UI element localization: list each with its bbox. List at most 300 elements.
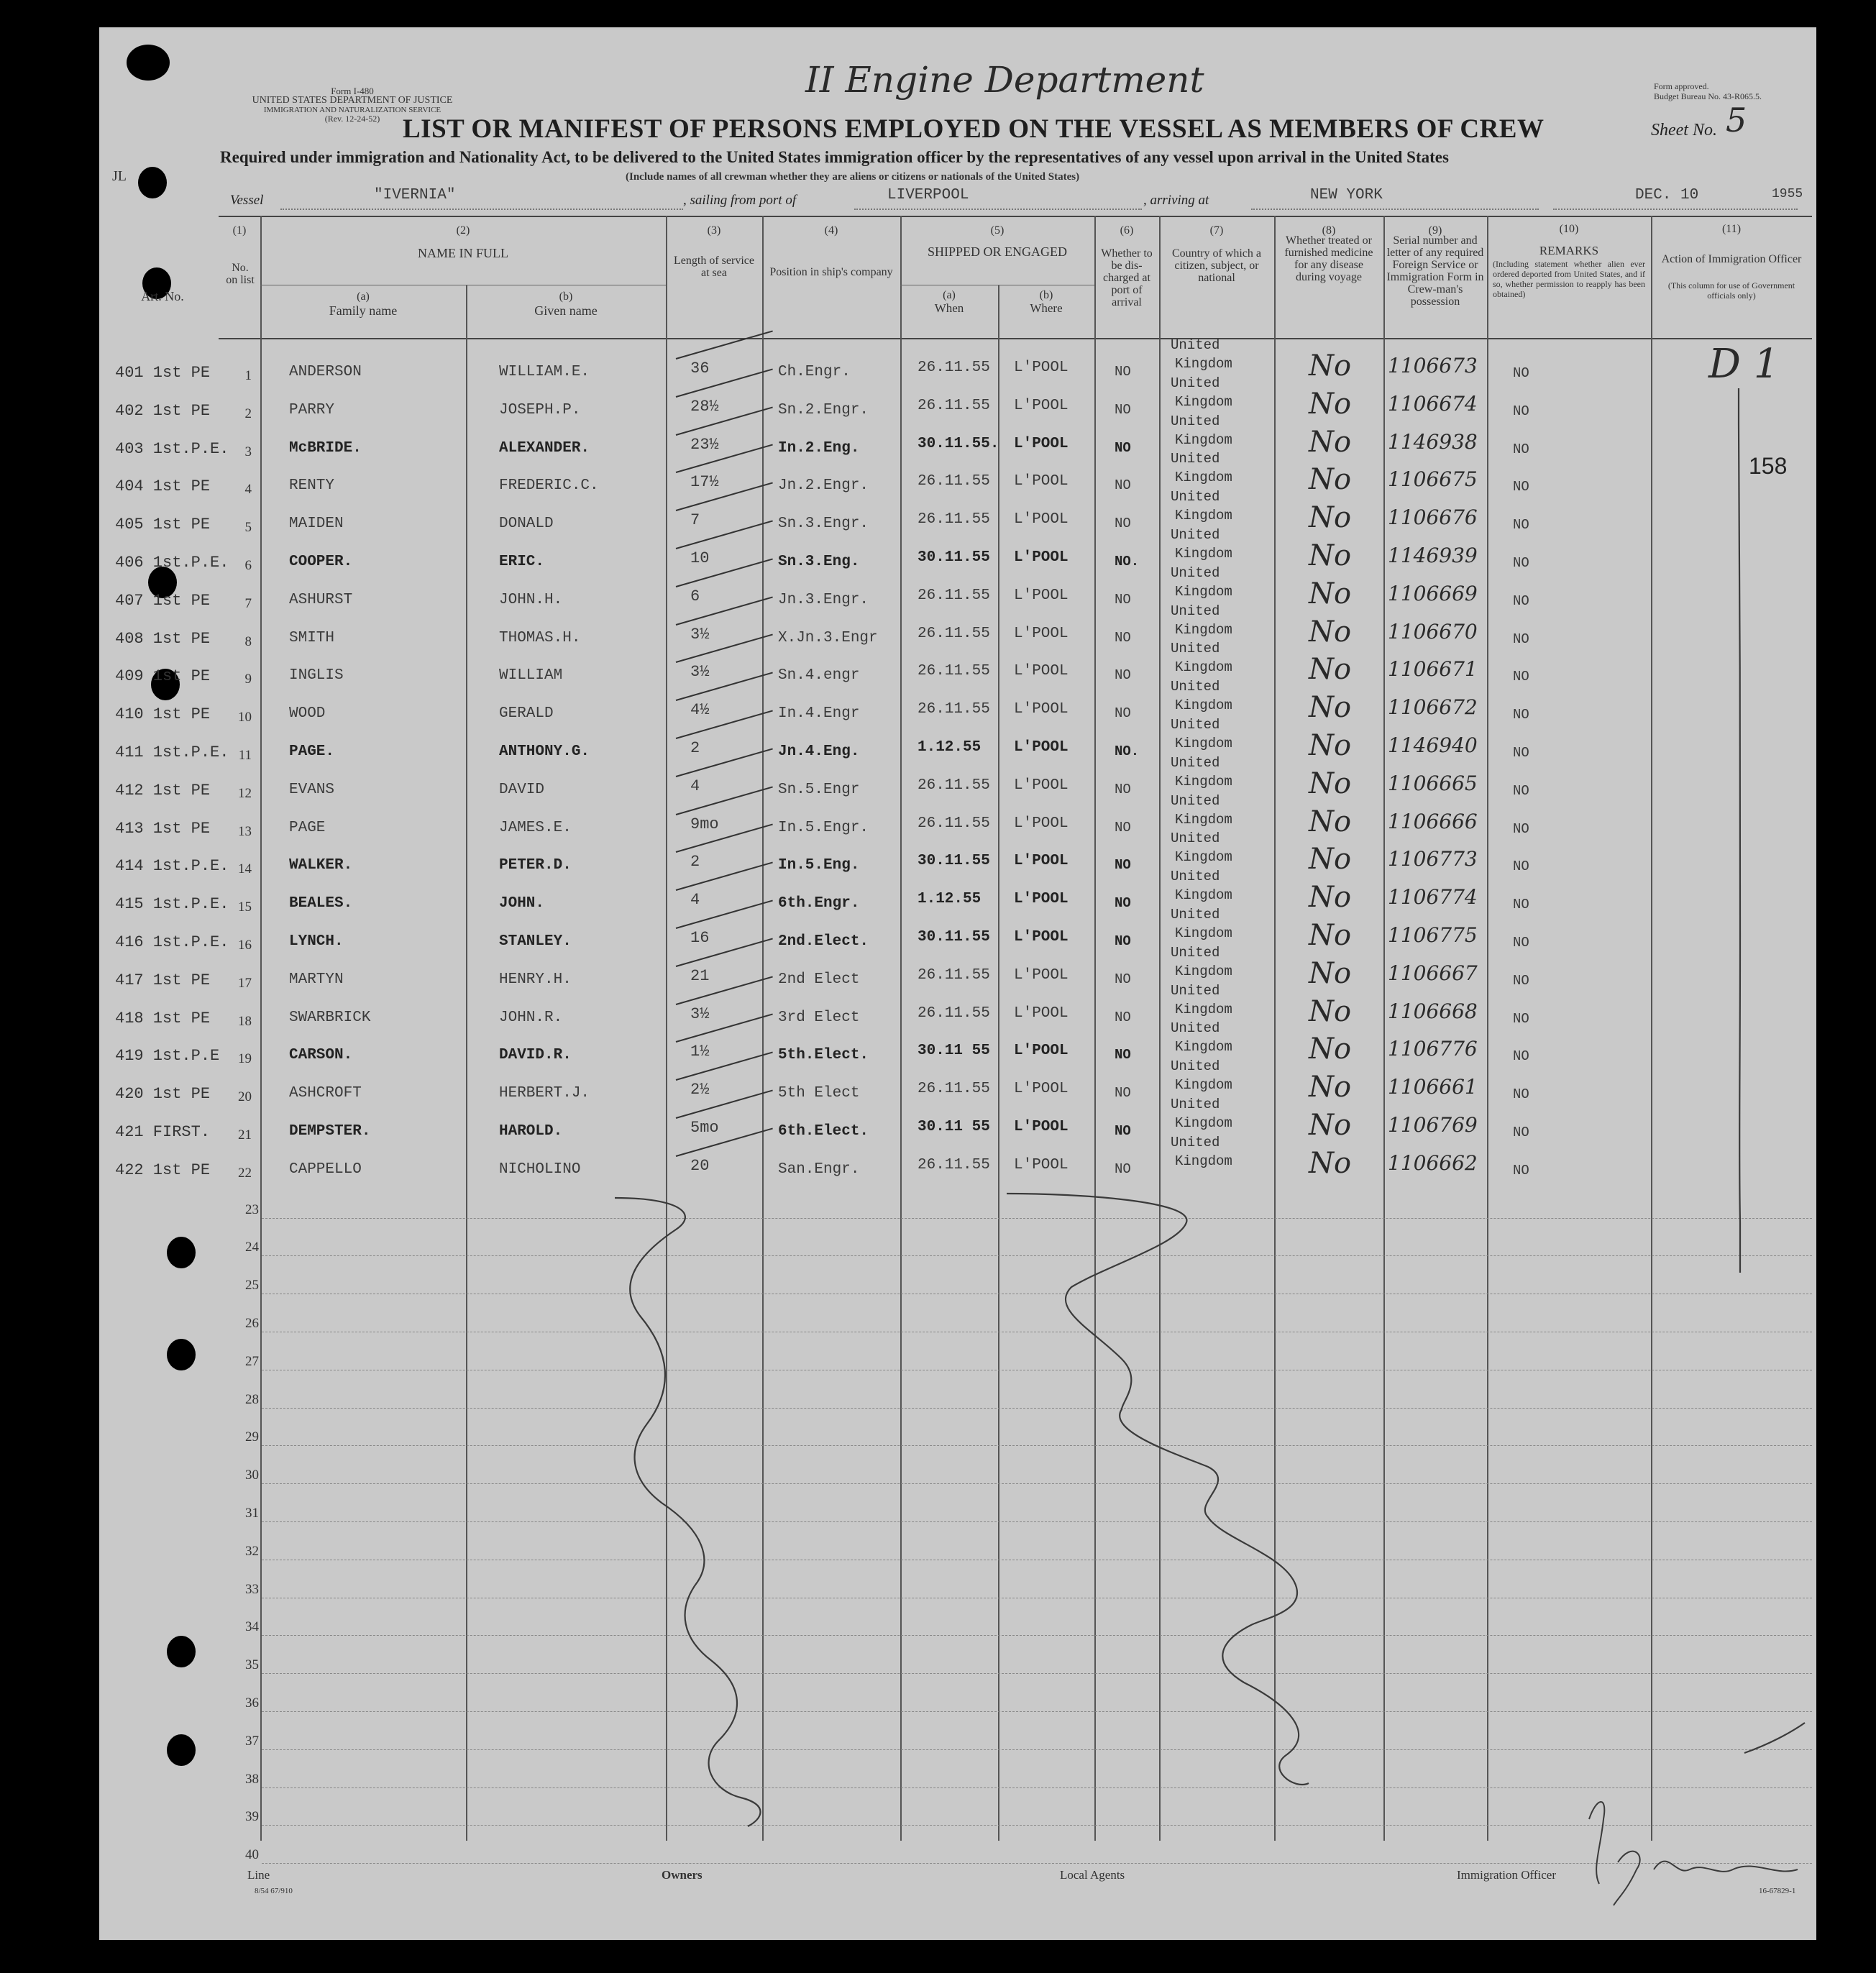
discharge: NO	[1115, 857, 1131, 874]
remarks: NO	[1513, 935, 1529, 951]
service-length: 16	[690, 929, 710, 947]
given-name: DONALD	[499, 516, 554, 533]
family-name: COOPER.	[289, 554, 353, 570]
family-name: PAGE.	[289, 743, 335, 760]
col1-label: No. on list	[226, 262, 255, 286]
form-department: UNITED STATES DEPARTMENT OF JUSTICE	[252, 95, 453, 106]
position: San.Engr.	[778, 1161, 860, 1178]
country-line-1: United	[1171, 1058, 1220, 1075]
country-line-1: United	[1171, 944, 1220, 961]
shipped-where: L'POOL	[1014, 511, 1069, 528]
country-line-2: Kingdom	[1175, 1001, 1232, 1017]
row-number: 5	[244, 520, 252, 536]
sheet-number: 5	[1726, 101, 1747, 139]
serial-number: 1106665	[1388, 771, 1478, 795]
remarks: NO	[1513, 820, 1529, 837]
art-number: 415 1st.P.E.	[115, 895, 229, 914]
shipped-when: 1.12.55	[918, 891, 982, 908]
discharge: NO	[1115, 1047, 1131, 1063]
remarks: NO	[1513, 517, 1529, 534]
family-name: RENTY	[289, 477, 335, 495]
col5-label: SHIPPED OR ENGAGED	[927, 244, 1067, 259]
treated-value: No	[1309, 615, 1352, 649]
shipped-where: L'POOL	[1014, 1004, 1069, 1022]
row-number: 11	[238, 748, 252, 763]
row-number: 30	[245, 1468, 259, 1483]
art-number: 420 1st PE	[115, 1085, 211, 1104]
row-number: 26	[245, 1316, 259, 1331]
art-number: 418 1st PE	[115, 1009, 211, 1027]
country-line-2: Kingdom	[1175, 356, 1232, 372]
serial-number: 1106671	[1388, 657, 1478, 682]
serial-number: 1106667	[1388, 961, 1478, 985]
remarks: NO	[1513, 897, 1529, 913]
discharge: NO	[1115, 629, 1131, 646]
art-number: 419 1st.P.E	[115, 1047, 220, 1066]
row-number: 4	[244, 482, 252, 498]
art-number: 407 1st PE	[115, 591, 211, 610]
shipped-when: 30.11.55	[918, 929, 990, 946]
position: Ch.Engr.	[778, 364, 851, 380]
art-number: 421 FIRST.	[115, 1123, 211, 1141]
treated-value: No	[1309, 1071, 1352, 1104]
service-length: 4½	[690, 701, 710, 720]
country-line-2: Kingdom	[1175, 887, 1232, 904]
shipped-when: 26.11.55	[918, 966, 990, 984]
serial-number: 1106668	[1388, 999, 1478, 1023]
serial-number: 1106774	[1388, 885, 1478, 910]
family-name: DEMPSTER.	[289, 1123, 371, 1140]
treated-value: No	[1309, 1109, 1352, 1142]
row-number: 34	[245, 1619, 259, 1635]
serial-number: 1106666	[1388, 809, 1478, 833]
country-line-1: United	[1171, 337, 1220, 353]
serial-number: 1106776	[1388, 1037, 1478, 1061]
country-line-2: Kingdom	[1175, 393, 1232, 410]
row-number: 6	[244, 558, 252, 573]
country-line-1: United	[1171, 1020, 1220, 1037]
vessel-name: "IVERNIA"	[374, 187, 456, 203]
family-name: ASHCROFT	[289, 1085, 362, 1102]
vessel-label: Vessel	[230, 193, 264, 208]
art-number: 402 1st PE	[115, 401, 211, 420]
treated-value: No	[1309, 805, 1352, 838]
shipped-where: L'POOL	[1014, 1156, 1069, 1173]
given-name: ANTHONY.G.	[499, 743, 590, 760]
row-number: 10	[238, 710, 252, 725]
footer-agents-label: Local Agents	[1060, 1868, 1125, 1882]
col9-number: (9)	[1428, 224, 1442, 237]
remarks: NO	[1513, 1086, 1529, 1103]
art-number: 410 1st PE	[115, 705, 211, 724]
serial-number: 1106769	[1388, 1113, 1478, 1137]
row-number: 13	[238, 823, 252, 839]
col7-number: (7)	[1209, 224, 1224, 237]
annotation-count: 158	[1749, 453, 1788, 479]
footer-owners-label: Owners	[662, 1868, 703, 1882]
family-name: ASHURST	[289, 591, 353, 608]
discharge: NO	[1115, 1085, 1131, 1102]
country-line-1: United	[1171, 489, 1220, 505]
row-number: 24	[245, 1240, 259, 1255]
given-name: ALEXANDER.	[499, 439, 590, 457]
art-number: 403 1st.P.E.	[115, 439, 229, 458]
art-number: 409 1st PE	[115, 667, 211, 686]
shipped-when: 26.11.55	[918, 587, 990, 604]
shipped-where: L'POOL	[1014, 1043, 1069, 1060]
shipped-where: L'POOL	[1014, 739, 1069, 756]
shipped-where: L'POOL	[1014, 701, 1069, 718]
given-name: STANLEY.	[499, 933, 572, 950]
row-number: 25	[245, 1278, 259, 1294]
shipped-where: L'POOL	[1014, 1119, 1069, 1135]
shipped-when: 26.11.55	[918, 815, 990, 832]
remarks: NO	[1513, 1010, 1529, 1027]
service-length: 28½	[690, 397, 719, 416]
shipped-where: L'POOL	[1014, 435, 1069, 452]
row-number: 23	[245, 1201, 259, 1217]
country-line-1: United	[1171, 679, 1220, 695]
form-service: IMMIGRATION AND NATURALIZATION SERVICE	[263, 106, 441, 114]
country-line-1: United	[1171, 451, 1220, 467]
given-name: FREDERIC.C.	[499, 477, 599, 495]
position: 5th.Elect.	[778, 1047, 869, 1064]
country-line-2: Kingdom	[1175, 1115, 1232, 1131]
col5a-number: (a)	[943, 289, 956, 301]
serial-number: 1106676	[1388, 505, 1478, 530]
shipped-when: 26.11.55	[918, 701, 990, 718]
form-number: Form I-480	[331, 86, 374, 96]
art-number: 405 1st PE	[115, 516, 211, 534]
position: 3rd Elect	[778, 1009, 860, 1026]
country-line-1: United	[1171, 717, 1220, 733]
remarks: NO	[1513, 555, 1529, 571]
shipped-where: L'POOL	[1014, 663, 1069, 680]
given-name: GERALD	[499, 705, 554, 723]
family-name: INGLIS	[289, 667, 344, 685]
col9-label: Serial number and letter of any required Foreign Service or Immigration Form in Crew-man's possession	[1386, 234, 1484, 308]
position: In.5.Engr.	[778, 819, 869, 836]
remarks: NO	[1513, 1162, 1529, 1178]
service-length: 5mo	[690, 1119, 719, 1137]
treated-value: No	[1309, 766, 1352, 800]
country-line-1: United	[1171, 413, 1220, 429]
row-number: 37	[245, 1733, 259, 1749]
row-number: 28	[245, 1391, 259, 1407]
art-number: 406 1st.P.E.	[115, 554, 229, 572]
position: Sn.2.Engr.	[778, 401, 869, 418]
shipped-when: 30.11 55	[918, 1119, 990, 1135]
shipped-where: L'POOL	[1014, 397, 1069, 414]
service-length: 4	[690, 777, 700, 795]
shipped-where: L'POOL	[1014, 549, 1069, 566]
family-name: MAIDEN	[289, 516, 344, 533]
service-length: 21	[690, 966, 710, 985]
col2-label: NAME IN FULL	[418, 246, 508, 260]
shipped-when: 26.11.55	[918, 1156, 990, 1173]
col2-number: (2)	[456, 224, 470, 237]
col2a-label: Family name	[329, 303, 398, 318]
discharge: NO.	[1115, 743, 1140, 759]
col3-label: Length of service at sea	[674, 255, 754, 279]
country-line-2: Kingdom	[1175, 431, 1232, 448]
position: Sn.5.Engr	[778, 781, 860, 798]
col5b-label: Where	[1030, 301, 1063, 315]
row-number: 14	[238, 861, 252, 877]
row-number: 36	[245, 1695, 259, 1711]
annotation-d1: D 1	[1708, 341, 1780, 388]
treated-value: No	[1309, 919, 1352, 952]
family-name: WALKER.	[289, 857, 353, 874]
shipped-where: L'POOL	[1014, 360, 1069, 376]
squiggle-mark	[1007, 1194, 1309, 1785]
service-length: 36	[690, 360, 710, 377]
shipped-when: 26.11.55	[918, 777, 990, 794]
discharge: NO	[1115, 364, 1131, 380]
family-name: SMITH	[289, 629, 335, 646]
country-line-2: Kingdom	[1175, 621, 1232, 638]
remarks: NO	[1513, 365, 1529, 381]
service-length: 3½	[690, 625, 710, 644]
footer-officer-label: Immigration Officer	[1457, 1868, 1557, 1882]
col5-number: (5)	[990, 224, 1005, 237]
country-line-2: Kingdom	[1175, 925, 1232, 941]
serial-number: 1106673	[1388, 354, 1478, 377]
row-number: 9	[244, 672, 252, 687]
discharge: NO	[1115, 1123, 1131, 1139]
treated-value: No	[1309, 956, 1352, 990]
row-number: 39	[245, 1809, 259, 1825]
shipped-when: 30.11.55	[918, 549, 990, 566]
serial-number: 1106775	[1388, 923, 1478, 947]
col1-number: (1)	[232, 224, 247, 237]
discharge: NO	[1115, 516, 1131, 532]
remarks: NO	[1513, 669, 1529, 685]
discharge: NO	[1115, 705, 1131, 722]
shipped-where: L'POOL	[1014, 815, 1069, 832]
service-length: 17½	[690, 473, 719, 492]
print-code-left: 8/54 67/910	[255, 1887, 293, 1895]
art-number: 414 1st.P.E.	[115, 857, 229, 876]
treated-value: No	[1309, 653, 1352, 687]
remarks: NO	[1513, 1048, 1529, 1065]
subtitle: Required under immigration and Nationality Act, to be delivered to the United States immigration officer by the representatives of any vessel upon arrival in the United States	[220, 148, 1449, 166]
service-length: 10	[690, 549, 710, 567]
service-length: 7	[690, 511, 700, 530]
row-number: 3	[244, 444, 252, 459]
arrival-date: DEC. 10	[1635, 187, 1699, 203]
departure-port: LIVERPOOL	[887, 187, 969, 203]
row-number: 32	[245, 1543, 259, 1559]
treated-value: No	[1309, 1146, 1352, 1180]
art-number: 416 1st.P.E.	[115, 933, 229, 951]
given-name: DAVID	[499, 781, 545, 798]
treated-value: No	[1309, 994, 1352, 1028]
family-name: BEALES.	[289, 895, 353, 912]
given-name: THOMAS.H.	[499, 629, 581, 646]
position: Sn.3.Eng.	[778, 554, 860, 570]
remarks: NO	[1513, 441, 1529, 457]
discharge: NO	[1115, 971, 1131, 987]
discharge: NO.	[1115, 554, 1140, 569]
treated-value: No	[1309, 501, 1352, 535]
discharge: NO	[1115, 667, 1131, 684]
treated-value: No	[1309, 1033, 1352, 1066]
given-name: NICHOLINO	[499, 1161, 581, 1178]
budget-bureau: Budget Bureau No. 43-R065.5.	[1654, 91, 1762, 101]
given-name: HERBERT.J.	[499, 1085, 590, 1102]
country-line-2: Kingdom	[1175, 1039, 1232, 1056]
col7-label: Country of which a citizen, subject, or national	[1172, 247, 1261, 284]
serial-number: 1146939	[1388, 544, 1478, 567]
family-name: McBRIDE.	[289, 439, 362, 457]
row-number: 22	[238, 1165, 252, 1181]
country-line-2: Kingdom	[1175, 1153, 1232, 1169]
discharge: NO	[1115, 895, 1131, 912]
country-line-2: Kingdom	[1175, 546, 1232, 562]
col11-label: Action of Immigration Officer	[1661, 253, 1802, 265]
row-number: 33	[245, 1581, 259, 1597]
shipped-where: L'POOL	[1014, 625, 1069, 642]
country-line-1: United	[1171, 754, 1220, 771]
art-number: 408 1st PE	[115, 629, 211, 648]
art-number: 412 1st PE	[115, 781, 211, 800]
remarks: NO	[1513, 972, 1529, 989]
form-revision: (Rev. 12-24-52)	[324, 114, 380, 124]
row-number: 15	[238, 899, 252, 915]
family-name: PAGE	[289, 819, 326, 836]
sheet-label: Sheet No.	[1651, 121, 1717, 139]
treated-value: No	[1309, 463, 1352, 497]
position: 2nd Elect	[778, 971, 860, 988]
country-line-2: Kingdom	[1175, 697, 1232, 714]
handwritten-department: II Engine Department	[805, 59, 1204, 101]
col6-number: (6)	[1120, 224, 1134, 237]
shipped-when: 26.11.55	[918, 1081, 990, 1098]
row-number: 16	[238, 938, 252, 953]
shipped-where: L'POOL	[1014, 587, 1069, 604]
sailing-label: , sailing from port of	[683, 193, 797, 208]
col11-number: (11)	[1721, 223, 1742, 235]
country-line-2: Kingdom	[1175, 963, 1232, 979]
country-line-1: United	[1171, 1134, 1220, 1150]
given-name: JOSEPH.P.	[499, 401, 581, 418]
family-name: EVANS	[289, 781, 335, 798]
row-number: 38	[245, 1771, 259, 1787]
family-name: SWARBRICK	[289, 1009, 371, 1026]
treated-value: No	[1309, 691, 1352, 725]
col4-number: (4)	[824, 224, 838, 237]
remarks: NO	[1513, 745, 1529, 761]
row-number: 7	[244, 595, 252, 611]
country-line-2: Kingdom	[1175, 736, 1232, 751]
given-name: JAMES.E.	[499, 819, 572, 836]
service-length: 3½	[690, 1004, 710, 1023]
shipped-where: L'POOL	[1014, 1081, 1069, 1098]
service-length: 23½	[690, 435, 719, 454]
row-number: 2	[244, 406, 252, 421]
position: 2nd.Elect.	[778, 933, 869, 950]
col5b-number: (b)	[1039, 289, 1053, 301]
dash-mark	[1744, 1723, 1805, 1753]
given-name: HENRY.H.	[499, 971, 572, 988]
art-number: 422 1st PE	[115, 1161, 211, 1179]
position: X.Jn.3.Engr	[778, 629, 878, 646]
arrival-port: NEW YORK	[1310, 187, 1383, 203]
shipped-where: L'POOL	[1014, 853, 1069, 870]
remarks: NO	[1513, 782, 1529, 799]
remarks: NO	[1513, 479, 1529, 495]
country-line-1: United	[1171, 869, 1220, 885]
row-number: 31	[245, 1506, 259, 1521]
arriving-label: , arriving at	[1143, 193, 1209, 208]
form-approval: Form approved.	[1654, 81, 1709, 91]
shipped-when: 26.11.55	[918, 511, 990, 528]
service-length: 2	[690, 739, 700, 757]
treated-value: No	[1309, 425, 1352, 459]
col5a-label: When	[934, 301, 964, 315]
shipped-when: 26.11.55	[918, 663, 990, 680]
row-number: 18	[238, 1013, 252, 1029]
position: In.2.Eng.	[778, 439, 860, 457]
position: Jn.4.Eng.	[778, 743, 860, 760]
squiggle-mark	[615, 1198, 761, 1826]
discharge: NO	[1115, 781, 1131, 797]
art-number: 401 1st PE	[115, 364, 211, 382]
country-line-1: United	[1171, 375, 1220, 391]
row-number: 12	[238, 785, 252, 801]
family-name: CARSON.	[289, 1047, 353, 1064]
remarks: NO	[1513, 403, 1529, 419]
country-line-1: United	[1171, 1097, 1220, 1112]
family-name: LYNCH.	[289, 933, 344, 950]
treated-value: No	[1309, 577, 1352, 610]
given-name: JOHN.R.	[499, 1009, 563, 1026]
shipped-where: L'POOL	[1014, 473, 1069, 490]
row-number: 35	[245, 1657, 259, 1673]
country-line-2: Kingdom	[1175, 1077, 1232, 1094]
remarks: NO	[1513, 592, 1529, 609]
family-name: PARRY	[289, 401, 335, 418]
service-length: 6	[690, 587, 700, 605]
treated-value: No	[1309, 843, 1352, 876]
print-code-right: 16-67829-1	[1759, 1887, 1796, 1895]
country-line-1: United	[1171, 603, 1220, 619]
row-number: 8	[244, 633, 252, 649]
col10-label: REMARKS	[1539, 244, 1599, 257]
given-name: WILLIAM.E.	[499, 364, 590, 380]
country-line-2: Kingdom	[1175, 811, 1232, 828]
shipped-when: 30.11.55.	[918, 435, 999, 452]
discharge: NO	[1115, 933, 1131, 949]
shipped-when: 26.11.55	[918, 625, 990, 642]
given-name: PETER.D.	[499, 857, 572, 874]
country-line-2: Kingdom	[1175, 583, 1232, 600]
treated-value: No	[1309, 349, 1352, 383]
discharge: NO	[1115, 819, 1131, 836]
art-number: 417 1st PE	[115, 971, 211, 989]
given-name: DAVID.R.	[499, 1047, 572, 1064]
shipped-where: L'POOL	[1014, 966, 1069, 984]
shipped-where: L'POOL	[1014, 929, 1069, 946]
position: In.4.Engr	[778, 705, 860, 723]
given-name: WILLIAM	[499, 667, 563, 685]
country-line-1: United	[1171, 830, 1220, 847]
discharge: NO	[1115, 401, 1131, 418]
family-name: ANDERSON	[289, 364, 362, 380]
serial-number: 1106662	[1388, 1150, 1478, 1175]
service-length: 20	[690, 1156, 710, 1175]
